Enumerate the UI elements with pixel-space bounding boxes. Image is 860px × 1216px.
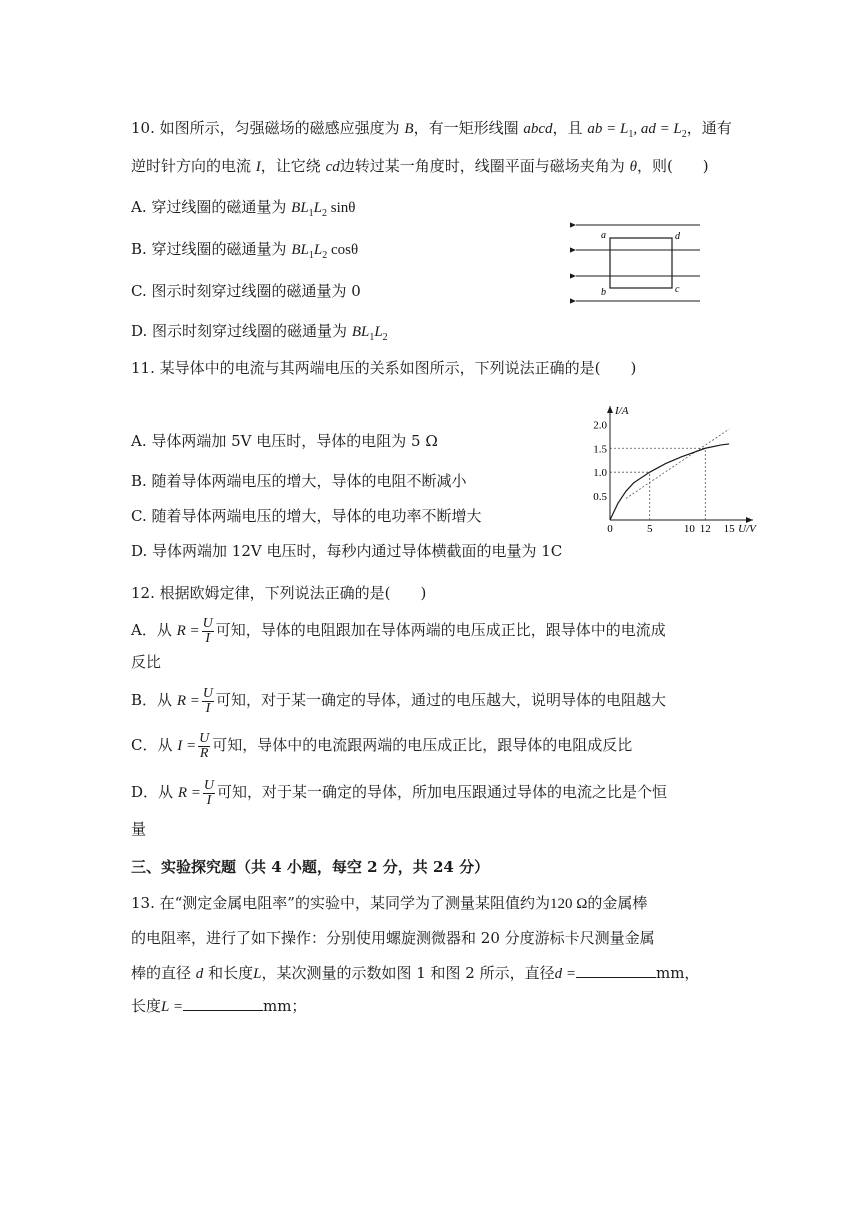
x-axis-label: U/V	[738, 523, 756, 532]
q11-option-b	[131, 470, 467, 492]
fraction-u-over-i	[203, 779, 215, 808]
option-text: B．从	[131, 691, 173, 709]
option-text: B. 穿过线圈的磁通量为	[131, 240, 287, 258]
numerator: U	[203, 777, 214, 793]
q13-text: 长度	[131, 997, 162, 1015]
option-text: C. 随着导体两端电压的增大，导体的电功率不断增大	[131, 507, 482, 525]
q12-option-d	[131, 774, 667, 811]
subscript: 2	[681, 129, 687, 140]
q10-symbol-b: B	[404, 121, 414, 137]
fraction-u-over-i	[202, 617, 214, 646]
q10-stem-line2	[131, 155, 709, 178]
denominator: I	[205, 700, 211, 716]
q10-stem-line1	[131, 117, 732, 146]
q10-text: ，有一矩形线圈	[413, 119, 519, 137]
q11-option-c	[131, 505, 481, 527]
formula: BL	[291, 242, 309, 258]
q13-line3	[131, 962, 699, 985]
option-text: A. 导体两端加 5V 电压时，导体的电阻为 5 Ω	[131, 432, 438, 450]
option-text: 可知，导体的电阻跟加在导体两端的电压成正比，跟导体中的电流成	[215, 621, 666, 639]
q10-symbol-theta: θ	[629, 159, 637, 175]
q10-text: 10. 如图所示，匀强磁场的磁感应强度为	[131, 119, 400, 137]
q10-relation-ad: , ad = L	[633, 121, 682, 137]
q12-option-c	[131, 727, 632, 764]
q13-symbol-l: L	[253, 966, 262, 982]
q13-value: 120 Ω	[549, 896, 588, 912]
option-text: D．从	[131, 783, 174, 801]
subscript: 1	[369, 332, 375, 343]
q13-text: 棒的直径	[131, 964, 192, 982]
x-tick-label: 15	[723, 523, 735, 532]
formula-lhs: R =	[176, 693, 200, 709]
fraction-u-over-i	[202, 687, 214, 716]
option-text: C. 图示时刻穿过线圈的磁通量为 0	[131, 282, 361, 300]
formula: cosθ	[327, 242, 359, 258]
q10-symbol-cd: cd	[325, 159, 340, 175]
formula-lhs: I =	[177, 738, 197, 754]
q13-text: 和长度	[208, 964, 254, 982]
iv-curve-line	[610, 444, 729, 520]
fraction-u-over-r	[198, 732, 210, 761]
q12-option-a-cont	[131, 651, 161, 673]
q10-text: 边转过某一角度时，线圈平面与磁场夹角为	[339, 157, 625, 175]
corner-label-b: b	[601, 287, 606, 298]
q10-symbol-i: I	[255, 159, 261, 175]
q13-symbol-d: d	[195, 966, 204, 982]
q10-text: ，则( )	[636, 157, 709, 175]
q10-option-b	[131, 238, 358, 267]
y-tick-label: 1.5	[593, 443, 607, 456]
subscript: 2	[322, 250, 328, 261]
q13-text: 的电阻率，进行了如下操作：分别使用螺旋测微器和 20 分度游标卡尺测量金属	[131, 929, 655, 947]
q13-text: 13. 在“测定金属电阻率”的实验中，某同学为了测量某阻值约为	[131, 894, 550, 912]
subscript: 1	[628, 129, 634, 140]
q10-option-a	[131, 196, 355, 225]
q11-option-a	[131, 430, 438, 452]
q13-unit: mm，	[655, 964, 700, 982]
q13-line2	[131, 927, 655, 949]
y-tick-label: 2.0	[593, 419, 607, 432]
section-title: 三、实验探究题（共 4 小题，每空 2 分，共 24 分）	[131, 858, 490, 876]
q10-text: 逆时针方向的电流	[131, 157, 252, 175]
formula: L	[374, 324, 383, 340]
option-text: D. 导体两端加 12V 电压时，每秒内通过导体横截面的电量为 1C	[131, 542, 563, 560]
corner-label-d: d	[675, 231, 680, 242]
q11-option-d	[131, 540, 562, 562]
formula: BL	[351, 324, 370, 340]
option-text: A．从	[131, 621, 172, 639]
option-text: A. 穿过线圈的磁通量为	[131, 198, 287, 216]
subscript: 1	[308, 250, 314, 261]
numerator: U	[202, 685, 213, 701]
dashed-reference-line	[626, 429, 729, 498]
formula-lhs: R =	[176, 623, 200, 639]
answer-blank-length[interactable]	[183, 996, 263, 1011]
q10-magnetic-field-figure	[570, 215, 705, 310]
q13-symbol-d-eq: d =	[554, 966, 576, 982]
numerator: U	[202, 615, 213, 631]
q13-line4	[131, 995, 306, 1018]
q10-text: ，通有	[686, 119, 732, 137]
iv-curve-chart	[585, 402, 760, 532]
formula-lhs: R =	[177, 785, 201, 801]
corner-label-a: a	[601, 230, 606, 241]
denominator: R	[199, 745, 209, 761]
q11-stem	[131, 357, 636, 379]
y-tick-label: 0.5	[593, 491, 607, 504]
y-tick-label: 1.0	[593, 467, 607, 480]
q12-text: 12. 根据欧姆定律，下列说法正确的是( )	[131, 584, 427, 602]
option-text: C．从	[131, 736, 173, 754]
formula: L	[313, 242, 323, 258]
q12-option-a	[131, 612, 666, 649]
q10-option-d	[131, 320, 388, 349]
answer-blank-diameter[interactable]	[576, 963, 656, 978]
q12-stem	[131, 582, 426, 604]
option-text: D. 图示时刻穿过线圈的磁通量为	[131, 322, 348, 340]
q12-option-d-cont	[131, 818, 146, 840]
q12-option-b	[131, 682, 666, 719]
formula: BL	[291, 200, 309, 216]
coil-rectangle	[610, 238, 672, 288]
x-tick-label: 12	[699, 523, 711, 532]
option-text: 反比	[131, 653, 162, 671]
q11-text: 11. 某导体中的电流与其两端电压的关系如图所示，下列说法正确的是( )	[131, 359, 637, 377]
subscript: 2	[322, 208, 328, 219]
denominator: I	[206, 792, 212, 808]
q10-text: ，让它绕	[260, 157, 321, 175]
q10-option-c	[131, 280, 361, 302]
q13-text: 的金属棒	[587, 894, 648, 912]
q13-symbol-l-eq: L =	[161, 999, 183, 1015]
q13-text: ，某次测量的示数如图 1 和图 2 所示，直径	[261, 964, 555, 982]
option-text: 量	[131, 820, 147, 838]
option-text: B. 随着导体两端电压的增大，导体的电阻不断减小	[131, 472, 467, 490]
formula: sinθ	[327, 200, 356, 216]
option-text: 可知，对于某一确定的导体，通过的电压越大，说明导体的电阻越大	[215, 691, 666, 709]
denominator: I	[205, 630, 211, 646]
q10-relation-ab: ab = L	[587, 121, 629, 137]
y-axis-label: I/A	[615, 405, 629, 417]
x-tick-label: 5	[646, 523, 653, 532]
option-text: 可知，导体中的电流跟两端的电压成正比，跟导体的电阻成反比	[212, 736, 633, 754]
option-text: 可知，对于某一确定的导体，所加电压跟通过导体的电流之比是个恒	[216, 783, 667, 801]
subscript: 1	[308, 208, 314, 219]
q10-symbol-abcd: abcd	[523, 121, 553, 137]
subscript: 2	[382, 332, 388, 343]
q13-line1	[131, 892, 647, 915]
section-3-heading	[131, 856, 489, 878]
numerator: U	[199, 730, 210, 746]
corner-label-c: c	[675, 284, 680, 295]
q13-unit: mm；	[262, 997, 307, 1015]
formula: L	[313, 200, 323, 216]
q10-text: ，且	[552, 119, 583, 137]
x-tick-label: 0	[607, 523, 613, 532]
x-tick-label: 10	[683, 523, 695, 532]
